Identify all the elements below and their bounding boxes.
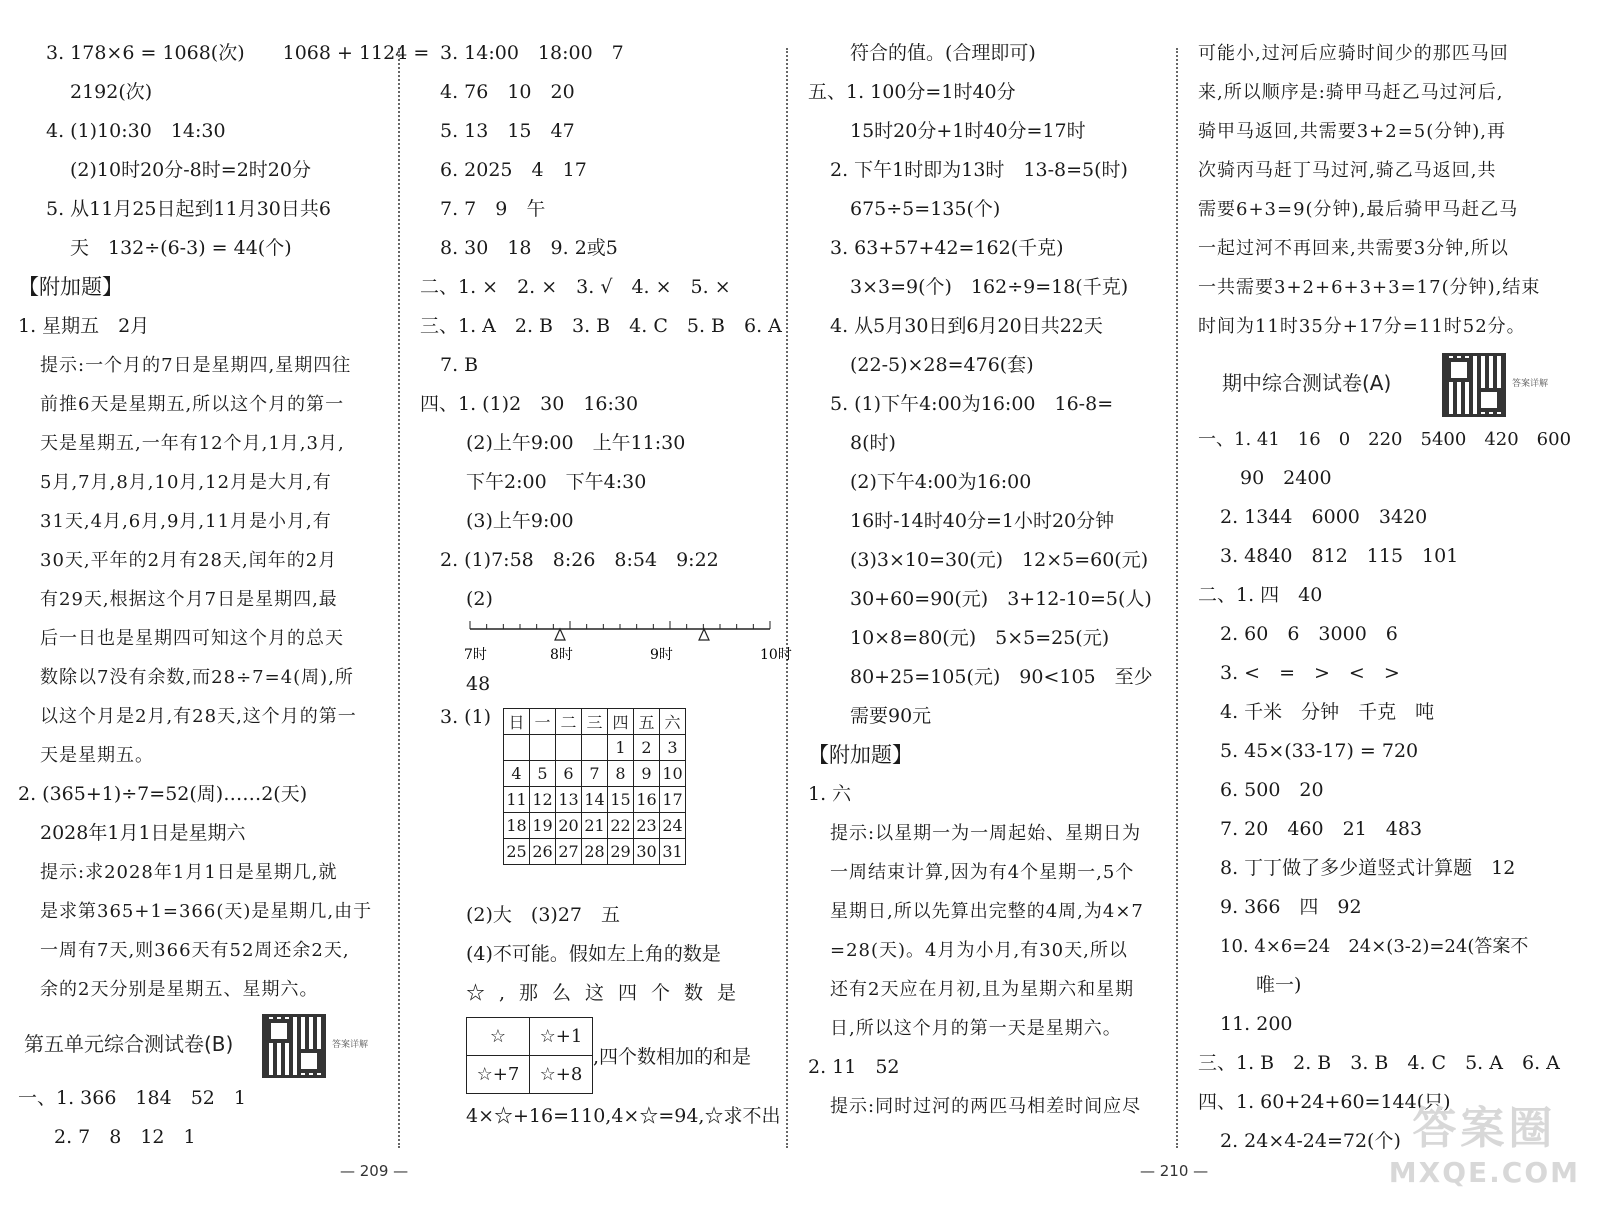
hint-line: 提示:求2028年1月1日是星期几,就 [40,862,338,883]
answer-line: 2. 7 8 12 1 [54,1126,196,1148]
answer-line: 一、1. 41 16 0 220 5400 420 600 [1198,429,1572,450]
answer-line: (4)不可能。假如左上角的数是 [466,943,721,965]
star-box-cell: ☆ [467,1017,530,1055]
answer-line: (3)上午9:00 [466,510,574,532]
answer-line: 1. 六 [808,783,852,805]
calendar-cell: 21 [582,813,608,839]
hint-line: 一起过河不再回来,共需要3分钟,所以 [1198,238,1509,259]
answer-line: 3. < = > < > [1220,662,1400,684]
answer-line: 5. 13 15 47 [440,120,575,142]
answer-line: 需要90元 [850,705,932,727]
answer-line: 一、1. 366 184 52 1 [18,1087,246,1109]
hint-line: 需要6+3=9(分钟),最后骑甲马赶乙马 [1198,199,1519,220]
answer-line: 30+60=90(元) 3+12-10=5(人) [850,588,1152,610]
qr-label: 答案详解 [332,1040,369,1050]
timeline-label: 10时 [760,647,792,663]
calendar-cell [530,735,556,761]
calendar-cell: 23 [634,813,660,839]
answer-line: 4. 从5月30日到6月20日共22天 [830,315,1103,337]
hint-line: 日,所以这个月的第一天是星期六。 [830,1018,1122,1039]
calendar-cell: 14 [582,787,608,813]
timeline-ticks [470,621,770,629]
hint-line: 还有2天应在月初,且为星期六和星期 [830,979,1135,1000]
answer-line: 五、1. 100分=1时40分 [808,81,1016,103]
hint-line: 一周有7天,则366天有52周还余2天, [40,940,350,961]
hint-line: 骑甲马返回,共需要3+2=5(分钟),再 [1198,121,1507,142]
calendar-cell: 4 [504,761,530,787]
answer-line: 2. 60 6 3000 6 [1220,623,1398,645]
star-box-row [420,1013,790,1097]
qr-code-icon[interactable] [262,1014,326,1078]
answer-line: 四、1. (1)2 30 16:30 [420,393,639,415]
calendar-cell: 1 [608,735,634,761]
watermark-bottom: MXQE.COM [1388,1156,1580,1189]
answer-line: 下午2:00 下午4:30 [466,471,647,493]
hint-line: 提示:一个月的7日是星期四,星期四往 [40,355,352,376]
answer-line: 3. (1) [440,706,492,728]
answer-line: 唯一) [1256,974,1302,996]
hint-line: 5月,7月,8月,10月,12月是大月,有 [40,472,332,493]
answer-line: 6. 500 20 [1220,779,1324,801]
hint-line: =28(天)。4月为小月,有30天,所以 [830,940,1128,961]
answer-line: (2) [466,588,493,610]
calendar-header-cell: 三 [582,709,608,735]
calendar-cell: 24 [660,813,686,839]
calendar-row [504,735,686,761]
hint-line: 一共需要3+2+6+3+3=17(分钟),结束 [1198,277,1541,298]
hint-line: 天是星期五。 [40,745,154,766]
answer-line: 10. 4×6=24 24×(3-2)=24(答案不 [1220,936,1529,957]
star-box-table [466,1017,593,1094]
calendar-cell: 11 [504,787,530,813]
answer-line: 3. 63+57+42=162(千克) [830,237,1064,259]
star-box-cell: ☆+7 [467,1055,530,1093]
star-box-cell: ☆+1 [530,1017,593,1055]
timeline-marker-icon [555,629,565,640]
answer-line: (3)3×10=30(元) 12×5=60(元) [850,549,1149,571]
star-box-cell: ☆+8 [530,1055,593,1093]
calendar-header-cell: 日 [504,709,530,735]
answer-line: 2. 24×4-24=72(个) [1220,1130,1401,1152]
answer-line: (2)大 (3)27 五 [466,904,621,926]
answer-line: 4. 76 10 20 [440,81,575,103]
answer-line: 四、1. 60+24+60=144(只) [1198,1091,1451,1113]
hint-line: 可能小,过河后应骑时间少的那匹马回 [1198,43,1509,64]
hint-line: 是求第365+1=366(天)是星期几,由于 [40,901,373,922]
answer-line: 2028年1月1日是星期六 [40,822,246,844]
answer-line: 675÷5=135(个) [850,198,1001,220]
qr-label: 答案详解 [1512,379,1549,389]
calendar-cell: 6 [556,761,582,787]
calendar-cell: 17 [660,787,686,813]
timeline-svg [464,619,804,665]
calendar-cell: 13 [556,787,582,813]
calendar-cell: 10 [660,761,686,787]
answer-line: 二、1. × 2. × 3. √ 4. × 5. × [420,276,731,298]
calendar-block [420,706,790,896]
calendar-cell: 15 [608,787,634,813]
timeline-label: 7时 [464,647,487,663]
calendar-cell: 7 [582,761,608,787]
calendar-header-cell: 四 [608,709,634,735]
answer-line: 4. 千米 分钟 千克 吨 [1220,701,1435,723]
answer-line: 三、1. B 2. B 3. B 4. C 5. A 6. A [1198,1052,1560,1074]
answer-line: 二、1. 四 40 [1198,584,1323,606]
star-box-text: ,四个数相加的和是 [593,1045,752,1068]
answer-line: 3. 14:00 18:00 7 [440,42,624,64]
answer-line: 3. 178×6 = 1068(次) 1068 + 1124 = [46,42,430,64]
calendar-row [504,839,686,865]
calendar-cell: 29 [608,839,634,865]
calendar-cell: 18 [504,813,530,839]
calendar-cell [582,735,608,761]
calendar-row [504,761,686,787]
calendar-cell: 16 [634,787,660,813]
calendar-cell: 27 [556,839,582,865]
calendar-cell: 19 [530,813,556,839]
answer-line: ☆,那么这四个数是 [466,982,751,1004]
answer-line: (2)10时20分-8时=2时20分 [70,159,311,181]
midterm-title-row [1198,346,1568,420]
calendar-cell: 31 [660,839,686,865]
answer-line: 2192(次) [70,81,153,103]
hint-line: 余的2天分别是星期五、星期六。 [40,979,319,1000]
answer-line: 80+25=105(元) 90<105 至少 [850,666,1153,688]
answer-line: 4×☆+16=110,4×☆=94,☆求不出 [466,1105,781,1127]
answer-line: 天 132÷(6-3) = 44(个) [70,237,292,259]
answer-line: 16时-14时40分=1小时20分钟 [850,510,1115,532]
answer-line: 2. (1)7:58 8:26 8:54 9:22 [440,549,719,571]
answer-line: (2)下午4:00为16:00 [850,471,1032,493]
unit-test-title: 第五单元综合测试卷(B) [24,1032,234,1056]
hint-line: 以这个月是2月,有28天,这个月的第一 [40,706,357,727]
calendar-cell: 2 [634,735,660,761]
hint-line: 时间为11时35分+17分=11时52分。 [1198,316,1526,337]
column-divider [398,48,400,1148]
answer-line: 2. 下午1时即为13时 13-8=5(时) [830,159,1128,181]
calendar-cell: 8 [608,761,634,787]
calendar-cell: 26 [530,839,556,865]
calendar-header-cell: 一 [530,709,556,735]
timeline-label: 8时 [550,647,573,663]
calendar-cell: 28 [582,839,608,865]
answer-line: 三、1. A 2. B 3. B 4. C 5. B 6. A [420,315,782,337]
answer-line: 4. (1)10:30 14:30 [46,120,226,142]
answer-column-2 [420,34,790,1136]
page-number-right: — 210 — [1140,1162,1209,1180]
calendar-cell [556,735,582,761]
section-heading: 【附加题】 [808,743,913,767]
calendar-header-cell: 五 [634,709,660,735]
answer-line: 5. 45×(33-17) = 720 [1220,740,1419,762]
calendar-cell: 30 [634,839,660,865]
answer-line: 11. 200 [1220,1013,1293,1035]
calendar-cell: 25 [504,839,530,865]
answer-line: 符合的值。(合理即可) [850,42,1036,64]
answer-line: 8. 丁丁做了多少道竖式计算题 12 [1220,857,1516,879]
calendar-row [504,813,686,839]
watermark-logo [1389,1092,1580,1189]
answer-column-4 [1198,34,1572,1161]
answer-line: 90 2400 [1240,467,1332,489]
answer-line: 3. 4840 812 115 101 [1220,545,1459,567]
answer-line: 6. 2025 4 17 [440,159,587,181]
hint-line: 一周结束计算,因为有4个星期一,5个 [830,862,1135,883]
hint-line: 天是星期五,一年有12个月,1月,3月, [40,433,345,454]
hint-line: 后一日也是星期四可知这个月的总天 [40,628,344,649]
calendar-header-cell: 二 [556,709,582,735]
timeline-figure [420,619,790,665]
hint-line: 星期日,所以先算出完整的4周,为4×7 [830,901,1144,922]
calendar-row [504,787,686,813]
answer-line: 15时20分+1时40分=17时 [850,120,1086,142]
answer-line: 5. (1)下午4:00为16:00 16-8= [830,393,1114,415]
answer-line: 5. 从11月25日起到11月30日共6 [46,198,331,220]
hint-line: 30天,平年的2月有28天,闰年的2月 [40,550,338,571]
calendar-header-cell: 六 [660,709,686,735]
calendar-cell: 9 [634,761,660,787]
page-number-left: — 209 — [340,1162,409,1180]
timeline-marker-icon [699,629,709,640]
calendar-cell: 22 [608,813,634,839]
answer-line: 2. 11 52 [808,1056,900,1078]
answer-line: 2. (365+1)÷7=52(周)……2(天) [18,783,308,805]
answer-line: (22-5)×28=476(套) [850,354,1034,376]
hint-line: 提示:以星期一为一周起始、星期日为 [830,823,1142,844]
answer-line: (2)上午9:00 上午11:30 [466,432,686,454]
calendar-cell [504,735,530,761]
answer-column-3 [808,34,1178,1126]
hint-line: 提示:同时过河的两匹马相差时间应尽 [830,1096,1142,1117]
answer-line: 1. 星期五 2月 [18,315,150,337]
answer-line: 7. 20 460 21 483 [1220,818,1423,840]
answer-line: 7. 7 9 午 [440,198,546,220]
answer-line: 10×8=80(元) 5×5=25(元) [850,627,1110,649]
answer-line: 7. B [440,354,479,376]
hint-line: 来,所以顺序是:骑甲马赶乙马过河后, [1198,82,1504,103]
hint-line: 前推6天是星期五,所以这个月的第一 [40,394,345,415]
answer-column-1 [18,34,430,1157]
calendar-cell: 3 [660,735,686,761]
answer-line: 9. 366 四 92 [1220,896,1362,918]
hint-line: 数除以7没有余数,而28÷7=4(周),所 [40,667,354,688]
calendar-table [503,708,686,865]
calendar-cell: 5 [530,761,556,787]
timeline-label: 9时 [650,647,673,663]
midterm-test-title: 期中综合测试卷(A) [1222,371,1392,395]
section-heading: 【附加题】 [18,275,123,299]
hint-line: 31天,4月,6月,9月,11月是小月,有 [40,511,332,532]
calendar-header-row [504,709,686,735]
answer-line: 2. 1344 6000 3420 [1220,506,1428,528]
answer-line: 8. 30 18 9. 2或5 [440,237,618,259]
watermark-top: 答案圈 [1412,1103,1557,1154]
answer-line: 8(时) [850,432,896,454]
hint-line: 次骑丙马赶丁马过河,骑乙马返回,共 [1198,160,1497,181]
calendar-cell: 20 [556,813,582,839]
calendar-cell: 12 [530,787,556,813]
unit-test-title-row [18,1009,388,1079]
hint-line: 有29天,根据这个月7日是星期四,最 [40,589,338,610]
answer-line: 3×3=9(个) 162÷9=18(千克) [850,276,1129,298]
qr-code-icon[interactable] [1442,353,1506,417]
answer-line: 48 [466,673,491,695]
